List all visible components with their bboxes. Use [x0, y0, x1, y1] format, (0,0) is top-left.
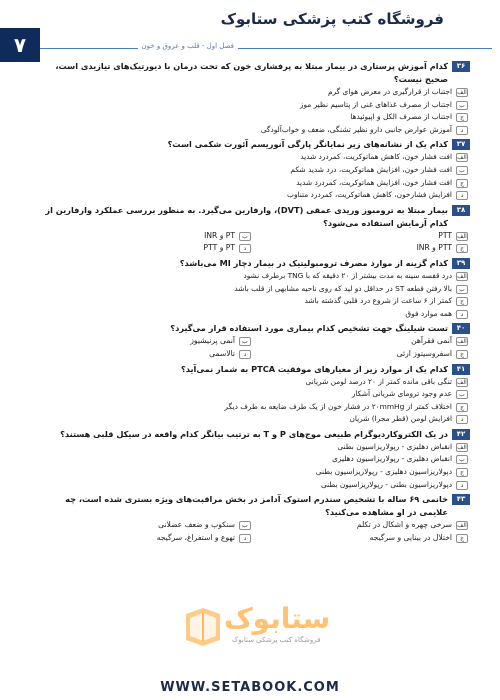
option-text: تالاسمی [209, 348, 235, 358]
question-text: در یک الکتروکاردیوگرام طبیعی موج‌های P و T به ترتیب بیانگر کدام واقعه در سیکل قلبی هستند؟ [60, 428, 448, 439]
option-key-box: د [239, 534, 251, 543]
answer-option[interactable] [36, 519, 253, 532]
answer-option[interactable] [36, 401, 470, 414]
answer-option-row [36, 230, 470, 243]
chapter-subtitle: فصل اول - قلب و عروق و خون [138, 42, 238, 50]
option-key-box: د [456, 481, 468, 490]
page-header-title: فروشگاه کتب پزشکی ستابوک [220, 10, 444, 28]
option-text: تهوع و استفراغ، سرگیجه [156, 532, 235, 542]
answer-option[interactable] [36, 99, 470, 112]
option-key-box: ج [456, 534, 468, 543]
answer-option[interactable] [36, 466, 470, 479]
answer-option-row [36, 519, 470, 532]
option-text: سرخی چهره و اشکال در تکلم [356, 520, 452, 530]
answer-option[interactable] [36, 189, 470, 202]
question-number-badge: ۴۰ [452, 323, 470, 334]
option-key-box: د [239, 350, 251, 359]
question-number-badge: ۳۹ [452, 258, 470, 269]
question-stem [36, 322, 470, 335]
option-text: افزایش فشارخون، کاهش هماتوکریت، کمردرد متناوب [287, 190, 452, 200]
option-key-box: ج [456, 179, 468, 188]
answer-option[interactable] [36, 164, 470, 177]
option-key-box: الف [457, 272, 467, 280]
answer-option[interactable] [253, 519, 470, 532]
option-text: اختلاف کمتر از ۲۰mmHg در فشار خون از یک طرف ضایعه به طرف دیگر [224, 401, 452, 411]
option-text: کمتر از ۶ ساعت از شروع درد قلبی گذشته باشد [304, 296, 452, 306]
answer-option[interactable] [36, 242, 253, 255]
option-text: بالا رفتن قطعه ST در حداقل دو لید که روی ناحیه مشابهی از قلب باشد [234, 283, 452, 293]
answer-option[interactable] [36, 376, 470, 389]
option-text: اجتناب از قرارگیری در معرض هوای گرم [328, 87, 452, 96]
answer-option[interactable] [36, 532, 253, 545]
option-key-box: الف [457, 443, 467, 451]
option-key-box: د [239, 244, 251, 253]
answer-option[interactable] [36, 479, 470, 492]
answer-option[interactable] [253, 242, 470, 255]
question-item [36, 363, 470, 426]
answer-option-row [36, 335, 470, 348]
question-stem [36, 257, 470, 270]
answer-option-row [36, 532, 470, 545]
question-text: کدام آموزش پرستاری در بیمار مبتلا به پرفشاری خون که تحت درمان با دیورتیک‌های تیازیدی است، صحیح نیست؟ [55, 61, 448, 84]
question-item [36, 493, 470, 544]
watermark-logo-text: ستابوک [224, 602, 331, 635]
question-item [36, 428, 470, 491]
option-key-box: ب [456, 455, 468, 464]
book-logo-icon [184, 606, 222, 646]
answer-option[interactable] [36, 86, 470, 99]
question-list [36, 60, 470, 546]
question-text: کدام گزینه از موارد مصرف ترومبولیتیک در بیمار دچار MI می‌باشد؟ [179, 257, 448, 268]
answer-option[interactable] [36, 348, 253, 361]
option-text: افت فشار خون، افزایش هماتوکریت، کمردرد شدید [296, 177, 452, 187]
question-item [36, 204, 470, 255]
option-key-box: ج [456, 350, 468, 359]
option-text: آموزش عوارض جانبی دارو نظیر تشنگی، ضعف و خواب‌آلودگی [260, 124, 452, 134]
option-text: افزایش لومن (قطر مجرا) شریان [349, 414, 452, 424]
question-stem [36, 428, 470, 441]
question-item [36, 138, 470, 201]
option-text: دپولاریزاسیون دهلیزی - رپولاریزاسیون بطنی [315, 467, 452, 477]
answer-option[interactable] [36, 151, 470, 164]
footer-url: WWW.SETABOOK.COM [160, 680, 340, 695]
question-number-badge: ۳۸ [452, 205, 470, 216]
answer-option-row [36, 348, 470, 361]
question-stem [36, 60, 470, 86]
answer-option[interactable] [253, 348, 470, 361]
option-text: اسفروسیتوز ارثی [396, 348, 452, 358]
question-text: خانمی ۶۹ ساله با تشخیص سندرم استوک آدامز در بخش مراقبت‌های ویژه بستری شده است، چه علایمی در او مشاهده می‌کنید؟ [65, 494, 448, 518]
option-key-box: ب [456, 166, 468, 175]
option-text: PTT و INR [416, 243, 452, 253]
header-divider [40, 48, 492, 49]
question-text: کدام یک از نشانه‌های زیر نمایانگر پارگی آنوریسم آئورت شکمی است؟ [167, 139, 448, 150]
option-key-box: د [456, 415, 468, 424]
page-number-badge: ۷ [0, 28, 40, 62]
option-key-box: الف [457, 89, 467, 96]
option-key-box: ج [456, 403, 468, 412]
answer-option[interactable] [36, 441, 470, 454]
option-key-box: الف [457, 378, 467, 386]
option-text: همه موارد فوق [405, 308, 452, 318]
option-text: PTT [438, 230, 452, 240]
question-number-badge: ۴۱ [452, 364, 470, 375]
option-key-box: الف [457, 154, 467, 162]
question-item [36, 322, 470, 360]
question-number-badge: ۴۲ [452, 429, 470, 440]
option-text: PT و PTT [203, 243, 235, 253]
answer-option[interactable] [36, 388, 470, 401]
answer-option[interactable] [36, 413, 470, 426]
option-key-box: د [456, 310, 468, 319]
answer-option[interactable] [36, 124, 470, 137]
answer-option[interactable] [36, 111, 470, 124]
question-item [36, 60, 470, 136]
option-text: PT و INR [204, 230, 235, 240]
option-text: تنگی باقی مانده کمتر از ۲۰ درصد لومن شریانی [305, 376, 452, 386]
option-key-box: ب [456, 101, 468, 110]
option-key-box: الف [457, 338, 467, 346]
watermark [180, 600, 331, 654]
option-key-box: د [456, 191, 468, 200]
option-key-box: ب [239, 337, 251, 346]
option-text: اجتناب از مصرف الکل و اپیوئیدها [350, 112, 452, 122]
option-text: اختلال در بینایی و سرگیجه [369, 532, 452, 542]
option-text: افت فشار خون، کاهش هماتوکریت، کمردرد شدید [300, 152, 452, 162]
option-text: افت فشار خون، افزایش هماتوکریت، درد شدید شکم [290, 164, 452, 174]
question-number-badge: ۳۷ [452, 139, 470, 150]
option-text: درد قفسه سینه به مدت بیشتر از ۲۰ دقیقه که با TNG برطرف نشود [243, 270, 452, 280]
answer-option-row [36, 242, 470, 255]
option-text: سنکوپ و ضعف عضلانی [158, 520, 235, 530]
option-key-box: ج [456, 244, 468, 253]
answer-option[interactable] [36, 283, 470, 296]
watermark-tagline: فروشگاه کتب پزشکی ستابوک [232, 636, 321, 644]
question-stem [36, 204, 470, 230]
question-stem [36, 138, 470, 151]
option-key-box: ج [456, 113, 468, 122]
option-text: انقباض دهلیزی - رپولاریزاسیون بطنی [337, 441, 452, 451]
option-key-box: ج [456, 468, 468, 477]
option-key-box: ب [239, 521, 251, 530]
question-text: بیمار مبتلا به ترومبوز وریدی عمقی (DVT)، وارفارین می‌گیرد. به منظور بررسی عملکرد وارفارین از کدام آزمایش استفاده می‌شود؟ [45, 204, 448, 228]
answer-option[interactable] [36, 335, 253, 348]
answer-option[interactable] [36, 270, 470, 283]
option-key-box: ج [456, 297, 468, 306]
option-text: آنمی پرنیشیوز [190, 336, 235, 346]
answer-option[interactable] [36, 453, 470, 466]
option-key-box: د [456, 126, 468, 135]
answer-option[interactable] [36, 308, 470, 321]
question-text: کدام یک از موارد زیر از معیارهای موفقیت PTCA به شمار نمی‌آید؟ [180, 363, 448, 374]
option-text: انقباض دهلیزی - رپولاریزاسیون دهلیزی [332, 454, 452, 464]
answer-option[interactable] [253, 230, 470, 243]
option-key-box: ب [456, 390, 468, 399]
answer-option[interactable] [36, 295, 470, 308]
option-key-box: الف [457, 522, 467, 530]
question-number-badge: ۳۶ [452, 61, 470, 72]
question-item [36, 257, 470, 320]
answer-option[interactable] [253, 335, 470, 348]
option-text: عدم وجود تروما‌ی شریانی آشکار [351, 389, 452, 399]
question-stem [36, 493, 470, 519]
option-text: آنمی فقرآهن [411, 336, 452, 346]
answer-option[interactable] [253, 532, 470, 545]
option-key-box: ب [456, 285, 468, 294]
answer-option[interactable] [36, 230, 253, 243]
option-key-box: ب [239, 232, 251, 241]
question-stem [36, 363, 470, 376]
answer-option[interactable] [36, 177, 470, 190]
option-text: دپولاریزاسیون بطنی - رپولاریزاسیون بطنی [321, 479, 452, 489]
option-text: اجتناب از مصرف غذاهای غنی از پتاسیم نظیر موز [299, 99, 452, 109]
option-key-box: الف [457, 232, 467, 240]
question-number-badge: ۴۳ [452, 494, 470, 505]
question-text: تست شیلینگ جهت تشخیص کدام بیماری مورد استفاده قرار می‌گیرد؟ [170, 323, 448, 334]
